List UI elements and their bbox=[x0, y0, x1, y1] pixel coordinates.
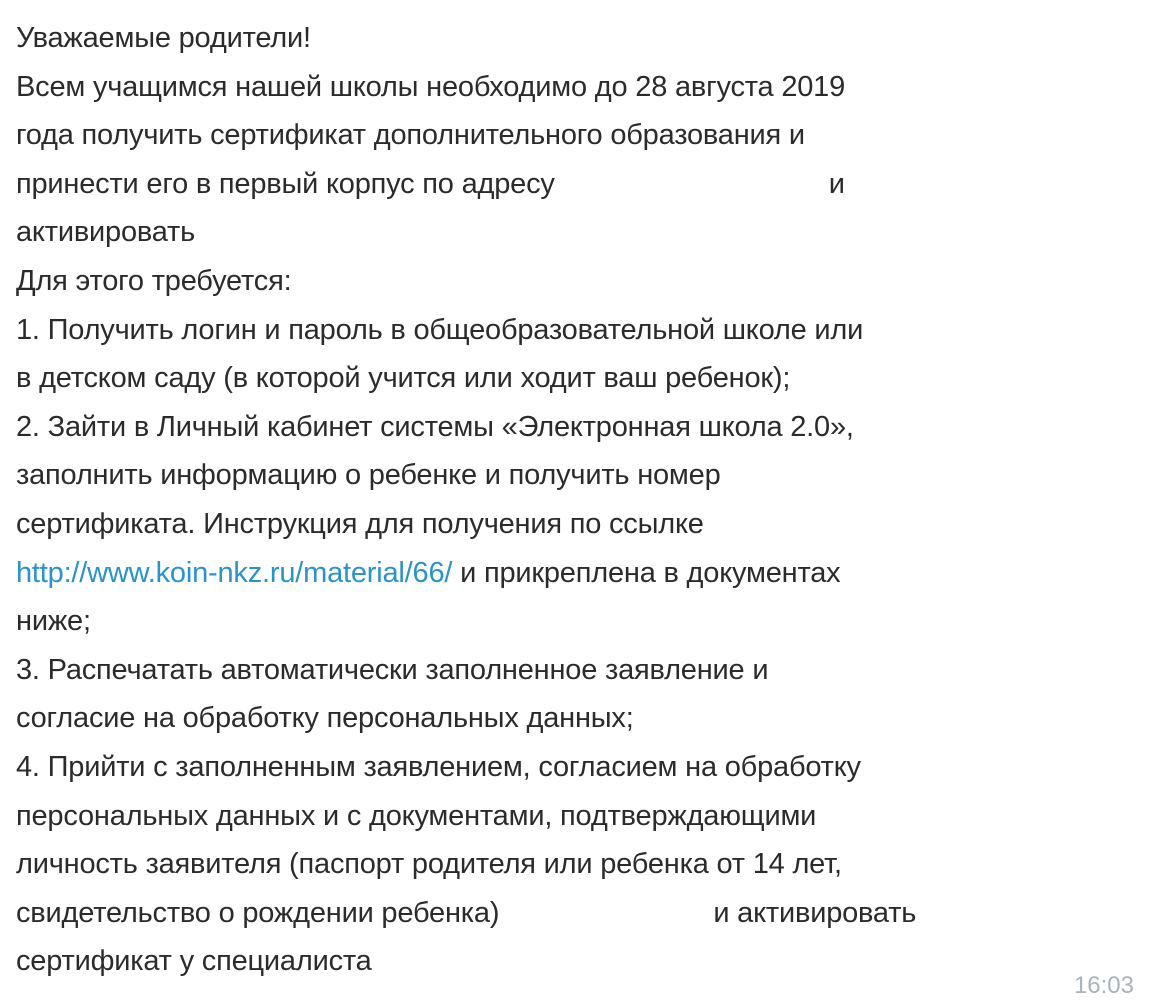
intro-line-3-before: принести его в первый корпус по адресу bbox=[16, 167, 555, 200]
intro-line-4: активировать bbox=[16, 216, 196, 249]
instruction-link[interactable]: http://www.koin-nkz.ru/material/66/ bbox=[16, 556, 453, 589]
step-3-line-1: 3. Распечатать автоматически заполненное заявление и bbox=[16, 653, 769, 686]
step-2-line-2: заполнить информацию о ребенке и получить номер bbox=[16, 459, 721, 492]
message-timestamp: 16:03 bbox=[1073, 972, 1134, 999]
requirements-heading: Для этого требуется: bbox=[16, 264, 292, 297]
intro-line-3 bbox=[16, 160, 1140, 209]
redacted-location bbox=[513, 899, 693, 929]
step-2-line-1: 2. Зайти в Личный кабинет системы «Электронная школа 2.0», bbox=[16, 410, 854, 443]
step-4-line-4 bbox=[16, 889, 1140, 938]
step-4-line-2: персональных данных и с документами, подтверждающими bbox=[16, 799, 817, 832]
redacted-address bbox=[573, 170, 803, 200]
step-4-line-5: сертификат у специалиста bbox=[16, 945, 372, 978]
step-2-after-link: и прикреплена в документах bbox=[460, 556, 841, 589]
step-4-line-3: личность заявителя (паспорт родителя или ребенка от 14 лет, bbox=[16, 848, 842, 881]
intro-line-1: Всем учащимся нашей школы необходимо до 28 августа 2019 bbox=[16, 70, 846, 103]
intro-line-2: года получить сертификат дополнительного образования и bbox=[16, 119, 805, 152]
step-3-line-2: согласие на обработку персональных данных; bbox=[16, 702, 634, 735]
intro-line-3-after: и bbox=[828, 167, 845, 200]
step-2-line-5: ниже; bbox=[16, 605, 91, 638]
step-4-line-4-before: свидетельство о рождении ребенка) bbox=[16, 896, 500, 929]
step-2-line-3: сертификата. Инструкция для получения по ссылке bbox=[16, 507, 704, 540]
step-1-line-2: в детском саду (в которой учится или ходит ваш ребенок); bbox=[16, 362, 791, 395]
greeting-text: Уважаемые родители! bbox=[16, 22, 311, 54]
step-1-line-1: 1. Получить логин и пароль в общеобразовательной школе или bbox=[16, 313, 864, 346]
step-4-line-1: 4. Прийти с заполненным заявлением, согласием на обработку bbox=[16, 750, 861, 783]
step-2-line-4 bbox=[16, 549, 1140, 598]
step-4-line-4-after: и активировать bbox=[713, 896, 917, 929]
